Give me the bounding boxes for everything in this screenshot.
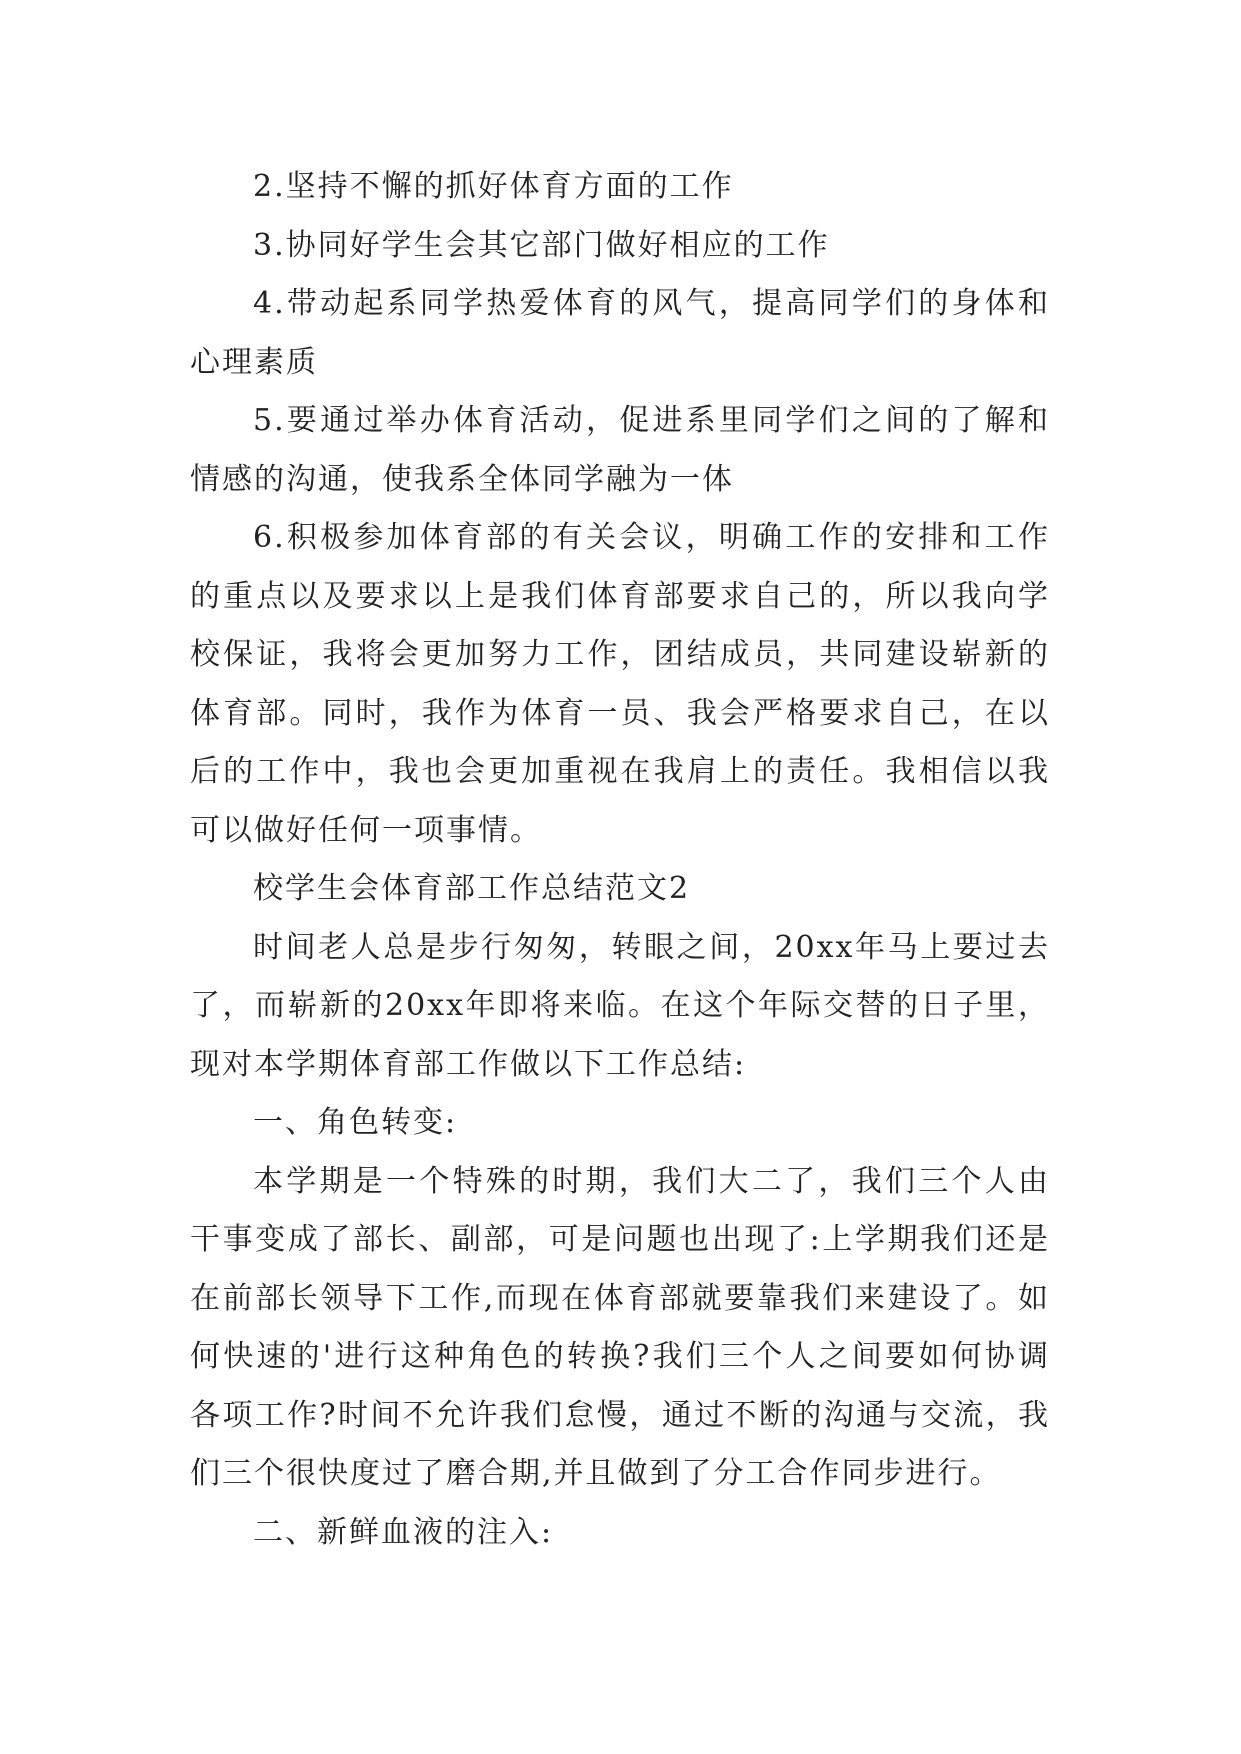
heading-role-change: 一、角色转变: (253, 1105, 458, 1140)
paragraph-item-3: 3.协同好学生会其它部门做好相应的工作 (253, 227, 830, 263)
heading-new-blood: 二、新鲜血液的注入: (253, 1514, 554, 1550)
paragraph-item-6: 6.积极参加体育部的有关会议，明确工作的安排和工作的重点以及要求以上是我们体育部要求自己的，所以我向学校保证，我将会更加努力工作，团结成员，共同建设崭新的体育部。同时，我作为体育一员、我会严格要求自己，在以后的工作中，我也会更加重视在我肩上的责任。我相信以我可以做好任何一项事情。 (190, 520, 1050, 848)
document-body (190, 158, 1050, 1562)
paragraph-item-4: 4.带动起系同学热爱体育的风气，提高同学们的身体和心理素质 (190, 286, 1050, 380)
section-title: 校学生会体育部工作总结范文2 (253, 871, 691, 906)
paragraph-intro: 时间老人总是步行匆匆，转眼之间，20xx年马上要过去了，而崭新的20xx年即将来临。在这个年际交替的日子里，现对本学期体育部工作做以下工作总结: (190, 929, 1050, 1082)
paragraph-role-change: 本学期是一个特殊的时期，我们大二了，我们三个人由干事变成了部长、副部，可是问题也出现了:上学期我们还是在前部长领导下工作,而现在体育部就要靠我们来建设了。如何快速的'进行这种角色的转换?我们三个人之间要如何协调各项工作?时间不允许我们怠慢，通过不断的沟通与交流，我们三个很快度过了磨合期,并且做到了分工合作同步进行。 (190, 1163, 1050, 1491)
paragraph-item-5: 5.要通过举办体育活动，促进系里同学们之间的了解和情感的沟通，使我系全体同学融为一体 (190, 403, 1050, 497)
paragraph-item-2: 2.坚持不懈的抓好体育方面的工作 (253, 169, 734, 204)
